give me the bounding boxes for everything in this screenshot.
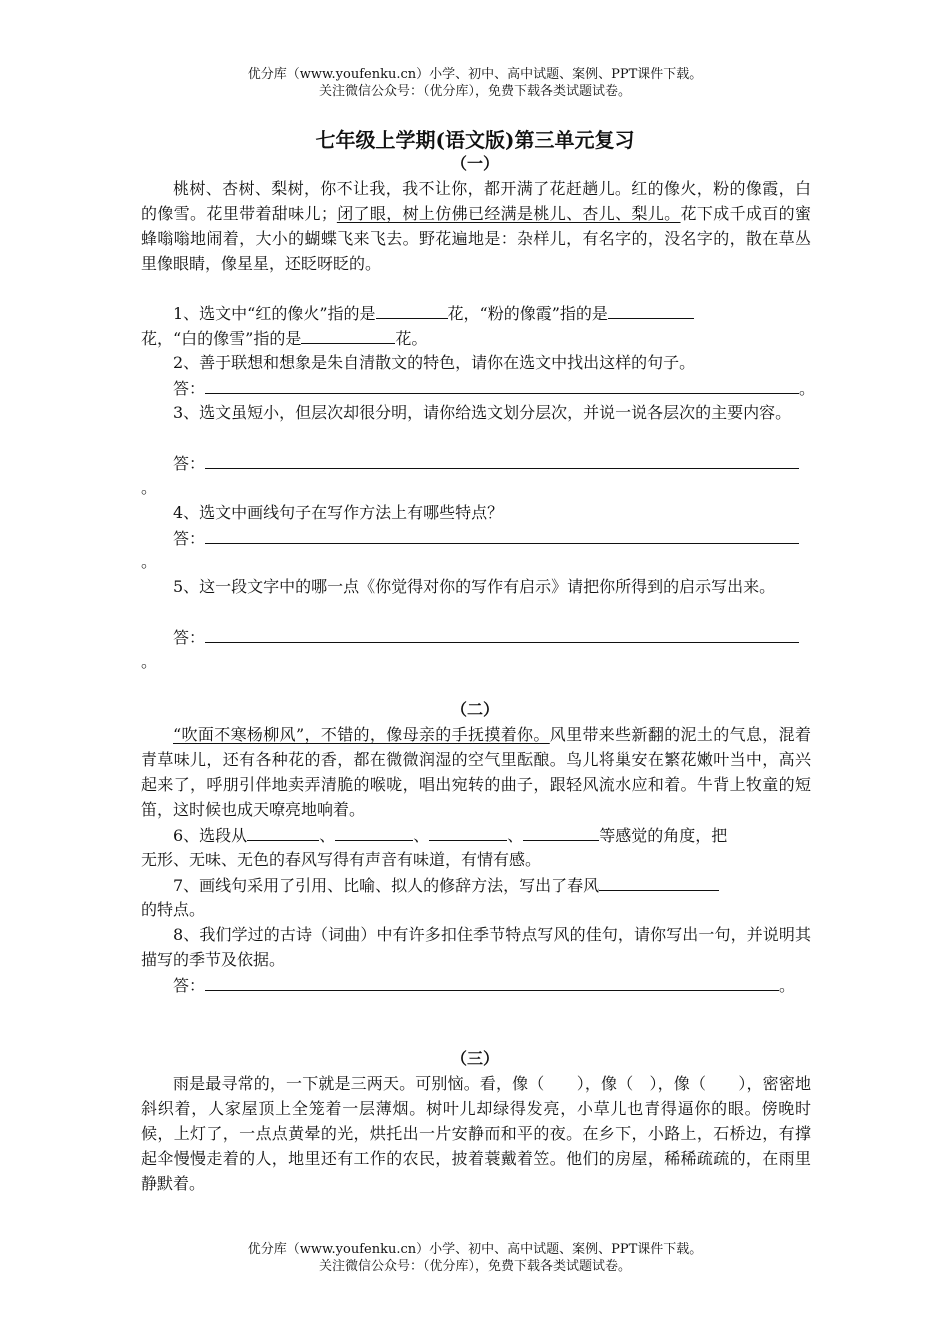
answer-blank[interactable] [523,822,599,841]
question-text: 花，“粉的像霞”指的是 [447,304,608,323]
passage-text: 风里带来些新翻的泥土的气息，混着青草味儿，还有各种花的香，都在微微润湿的空气里酝酿。鸟儿将巢安在繁花嫩叶当中，高兴起来了，呼朋引伴地卖弄清脆的喉咙，唱出宛转的曲子，跟轻风流水应和着。牛背上牧童的短笛，这时候也成天嘹亮地响着。 [141,725,811,819]
header-line-1: 优分库（www.youfenku.cn）小学、初中、高中试题、案例、PPT课件下载。 [247,67,703,82]
answer-label: 答： [173,454,206,473]
answer-blank[interactable] [376,300,448,319]
separator: 、 [413,826,430,845]
answer-row-4 [173,525,799,551]
period: 。 [779,976,796,995]
question-4: 4、选文中画线句子在写作方法上有哪些特点？ [173,503,504,522]
question-3: 3、选文虽短小，但层次却很分明，请你给选文划分层次，并说一说各层次的主要内容。 [173,403,792,422]
answer-blank[interactable] [599,872,719,891]
question-text: 6、选段从 [173,826,248,845]
period: 。 [141,552,158,571]
answer-label: 答： [173,628,206,647]
header-line-2: 关注微信公众号：（优分库），免费下载各类试题试卷。 [318,84,631,99]
question-text: 花。 [395,329,428,348]
answer-row-2 [173,375,815,401]
footer-line-2: 关注微信公众号：（优分库），免费下载各类试题试卷。 [318,1259,631,1274]
section-3-passage: 雨是最寻常的，一下就是三两天。可别恼。看，像（ ），像（ ），像（ ），密密地斜织着，人家屋顶上全笼着一层薄烟。树叶儿却绿得发亮，小草儿也青得逼你的眼。傍晚时候，上灯了，一点点黄晕的光，烘托出一片安静而和平的夜。在乡下，小路上，石桥边，有撑起伞慢慢走着的人，地里还有工作的农民，披着蓑戴着笠。他们的房屋，稀稀疏疏的，在雨里静默着。 [141,1074,811,1193]
answer-row-5 [173,624,799,650]
period: 。 [799,379,816,398]
question-8: 8、我们学过的古诗（词曲）中有许多扣住季节特点写风的佳句，请你写出一句，并说明其描写的季节及依据。 [141,925,811,969]
question-7 [173,872,719,898]
passage-text: 桃树、杏树、梨树，你不让我，我不让你，都开满了花赶趟儿。红的像火，粉的像霞，白的像雪。花里带着甜味儿； [141,179,811,223]
page-title: 七年级上学期(语文版)第三单元复习 [315,128,635,152]
question-7-cont: 的特点。 [141,900,206,919]
section-2-heading: （二） [450,700,499,719]
answer-line[interactable] [205,525,799,544]
separator: 、 [319,826,336,845]
underlined-sentence: 闭了眼，树上仿佛已经满是桃儿、杏儿、梨儿。 [336,204,681,223]
answer-label: 答： [173,976,206,995]
separator: 、 [507,826,524,845]
answer-blank[interactable] [335,822,413,841]
answer-blank[interactable] [301,325,395,344]
passage-text: 花下成千成百的蜜蜂嗡嗡地闹着，大小的蝴蝶飞来飞去。野花遍地是：杂样儿，有名字的，没名字的，散在草丛里像眼睛，像星星，还眨呀眨的。 [141,204,811,273]
footer-line-1: 优分库（www.youfenku.cn）小学、初中、高中试题、案例、PPT课件下载。 [247,1242,703,1257]
page-footer [0,1241,950,1275]
answer-blank[interactable] [429,822,507,841]
question-text: 花，“白的像雪”指的是 [141,329,302,348]
question-text: 等感觉的角度，把 [599,826,728,845]
answer-line[interactable] [205,450,799,469]
question-5: 5、这一段文字中的哪一点《你觉得对你的写作有启示》请把你所得到的启示写出来。 [173,577,776,596]
question-text: 7、画线句采用了引用、比喻、拟人的修辞方法，写出了春风 [173,876,600,895]
answer-row-3 [173,450,799,476]
section-1-passage [141,176,811,276]
period: 。 [141,478,158,497]
question-text: 1、选文中“红的像火”指的是 [173,304,376,323]
page-header [0,66,950,100]
section-1-heading: （一） [450,154,499,173]
answer-line[interactable] [205,624,799,643]
question-6-cont: 无形、无味、无色的春风写得有声音有味道，有情有感。 [141,850,542,869]
answer-blank[interactable] [247,822,319,841]
section-3-heading: （三） [450,1049,499,1068]
answer-blank[interactable] [608,300,694,319]
answer-label: 答： [173,529,206,548]
underlined-sentence: “吹面不寒杨柳风”，不错的，像母亲的手抚摸着你。 [173,725,550,744]
section-2-passage [141,722,811,822]
question-1-cont [141,325,427,351]
question-1 [173,300,694,326]
question-2: 2、善于联想和想象是朱自清散文的特色，请你在选文中找出这样的句子。 [173,353,696,372]
answer-row-8 [173,972,795,998]
answer-line[interactable] [205,375,799,394]
period: 。 [141,652,158,671]
answer-label: 答： [173,379,206,398]
answer-line[interactable] [205,972,779,991]
question-6 [173,822,727,848]
